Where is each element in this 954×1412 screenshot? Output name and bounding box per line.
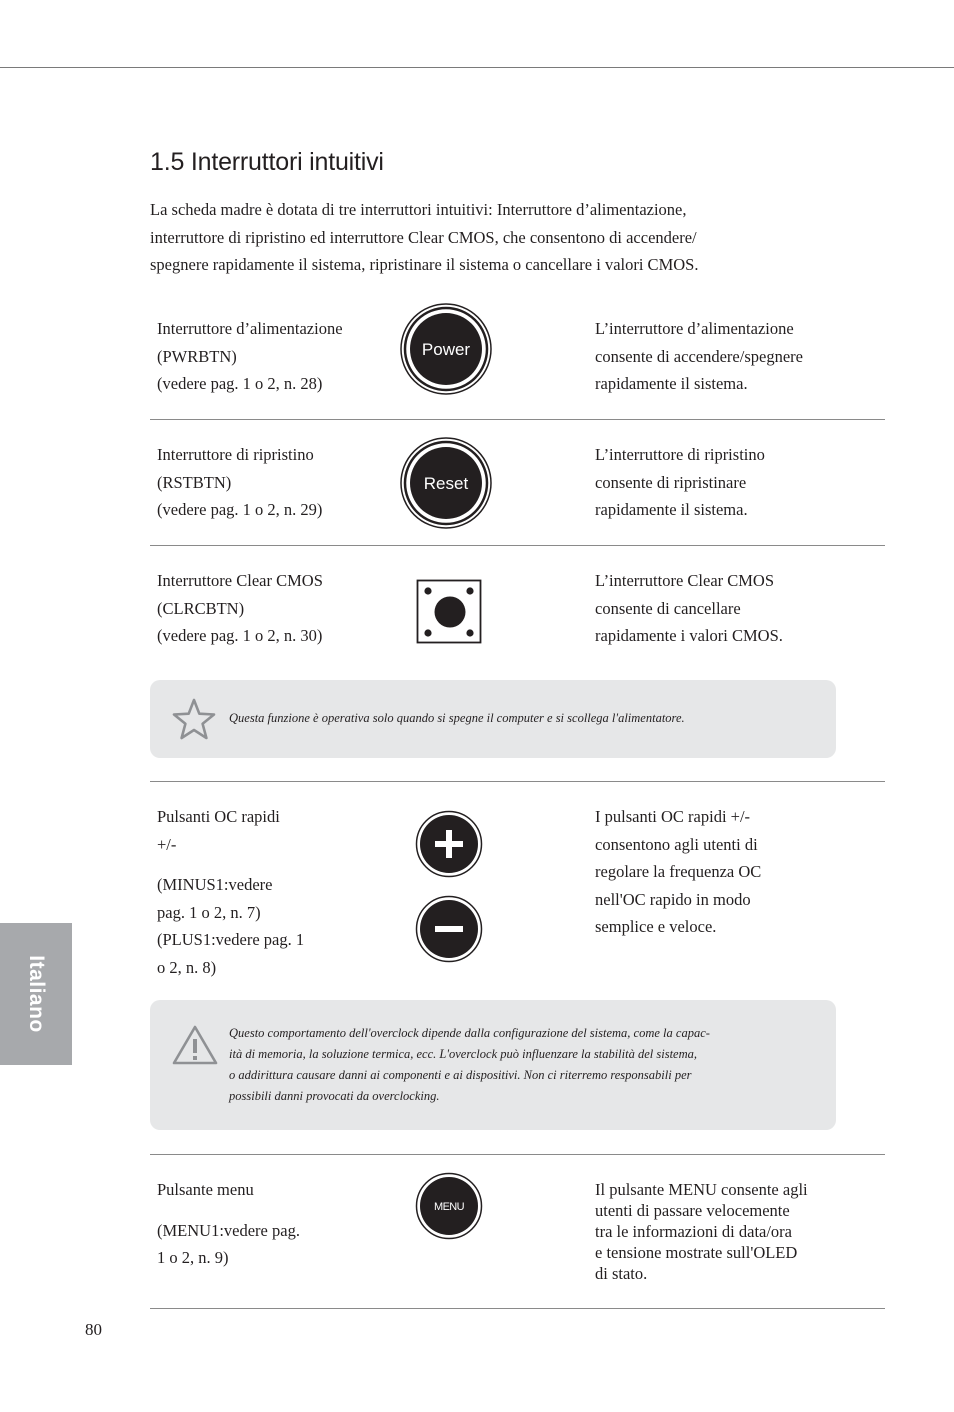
reset-button-icon	[400, 437, 492, 529]
reset-switch-code: (RSTBTN)	[157, 472, 232, 492]
overclock-warning-text	[229, 1023, 710, 1107]
cmos-note-text: Questa funzione è operativa solo quando si spegne il computer e si scollega l'alimentatore.	[229, 711, 685, 725]
intro-paragraph	[150, 196, 850, 279]
description-line: consentono agli utenti di	[595, 834, 758, 854]
power-button-icon	[400, 303, 492, 395]
menu-ref-line: (MENU1:vedere pag.	[157, 1220, 300, 1240]
section-title: 1.5 Interruttori intuitivi	[150, 148, 384, 176]
description-line: utenti di passare velocemente	[595, 1201, 790, 1220]
description-line: semplice e veloce.	[595, 917, 717, 937]
menu-button-label: MENU	[434, 1201, 464, 1213]
oc-ref-line: pag. 1 o 2, n. 7)	[157, 902, 261, 922]
description-line: consente di accendere/spegnere	[595, 346, 803, 366]
description-line: rapidamente i valori CMOS.	[595, 626, 783, 646]
description-line: consente di ripristinare	[595, 472, 747, 492]
warning-line: possibili danni provocati da overclocking.	[229, 1089, 440, 1103]
reset-switch-title: Interruttore di ripristino	[157, 445, 314, 464]
description-line: consente di cancellare	[595, 598, 741, 618]
language-tab-label: Italiano	[25, 955, 48, 1033]
cmos-switch-code: (CLRCBTN)	[157, 598, 245, 618]
intro-line: spegnere rapidamente il sistema, ripristinare il sistema o cancellare i valori CMOS.	[150, 255, 699, 275]
row-divider	[150, 1154, 885, 1155]
intro-line: La scheda madre è dotata di tre interruttori intuitivi: Interruttore d’alimentazione,	[150, 200, 687, 219]
menu-ref-line: 1 o 2, n. 9)	[157, 1248, 229, 1268]
cmos-switch-title: Interruttore Clear CMOS	[157, 571, 323, 590]
row-divider	[150, 545, 885, 546]
plus-button-icon	[415, 810, 483, 878]
power-switch-code: (PWRBTN)	[157, 346, 237, 366]
reset-switch-name	[157, 441, 322, 524]
power-button-label: Power	[421, 340, 471, 359]
minus-button-icon	[415, 895, 483, 963]
power-switch-title: Interruttore d’alimentazione	[157, 319, 343, 338]
menu-button-name	[157, 1176, 300, 1272]
language-side-tab	[0, 923, 72, 1065]
row-divider	[150, 781, 885, 782]
oc-buttons-description	[595, 803, 761, 941]
reset-button-label: Reset	[423, 474, 469, 493]
intro-line: interruttore di ripristino ed interruttore Clear CMOS, che consentono di accendere/	[150, 227, 697, 247]
description-line: nell'OC rapido in modo	[595, 889, 751, 909]
description-line: L’interruttore Clear CMOS	[595, 571, 775, 590]
description-line: Il pulsante MENU consente agli	[595, 1180, 808, 1199]
reset-switch-ref: (vedere pag. 1 o 2, n. 29)	[157, 500, 323, 520]
overclock-warning-box	[150, 1000, 836, 1130]
top-rule	[0, 67, 954, 68]
oc-buttons-name	[157, 803, 304, 982]
description-line: rapidamente il sistema.	[595, 374, 748, 394]
oc-ref-line: o 2, n. 8)	[157, 957, 217, 977]
description-line: e tensione mostrate sull'OLED	[595, 1243, 798, 1262]
cmos-switch-ref: (vedere pag. 1 o 2, n. 30)	[157, 626, 323, 646]
row-divider	[150, 1308, 885, 1309]
cmos-switch-description	[595, 567, 783, 650]
oc-title-sign: +/-	[157, 834, 177, 854]
menu-title: Pulsante menu	[157, 1180, 254, 1199]
menu-button-description	[595, 1179, 808, 1284]
row-divider	[150, 419, 885, 420]
oc-title: Pulsanti OC rapidi	[157, 807, 280, 826]
warning-line: o addirittura causare danni ai componenti e ai dispositivi. Non ci riterremo responsabili per	[229, 1068, 692, 1082]
description-line: di stato.	[595, 1264, 648, 1283]
power-switch-name	[157, 315, 343, 398]
description-line: rapidamente il sistema.	[595, 500, 748, 520]
oc-ref-line: (MINUS1:vedere	[157, 875, 273, 895]
description-line: tra le informazioni di data/ora	[595, 1222, 793, 1241]
warning-triangle-icon	[171, 1024, 219, 1066]
reset-switch-description	[595, 441, 765, 524]
oc-ref-line: (PLUS1:vedere pag. 1	[157, 930, 305, 950]
warning-line: Questo comportamento dell'overclock dipende dalla configurazione del sistema, come la capac-	[229, 1026, 710, 1040]
description-line: I pulsanti OC rapidi +/-	[595, 807, 751, 826]
description-line: L’interruttore d’alimentazione	[595, 319, 794, 338]
cmos-switch-name	[157, 567, 323, 650]
star-icon	[171, 697, 217, 741]
power-switch-ref: (vedere pag. 1 o 2, n. 28)	[157, 374, 323, 394]
clear-cmos-button-icon	[416, 579, 483, 645]
description-line: L’interruttore di ripristino	[595, 445, 765, 464]
cmos-note-box	[150, 680, 836, 758]
description-line: regolare la frequenza OC	[595, 862, 762, 882]
menu-button-icon	[415, 1172, 483, 1240]
page-number: 80	[85, 1320, 102, 1339]
power-switch-description	[595, 315, 803, 398]
warning-line: ità di memoria, la soluzione termica, ecc. L'overclock può influenzare la stabilità del sistema,	[229, 1047, 697, 1061]
